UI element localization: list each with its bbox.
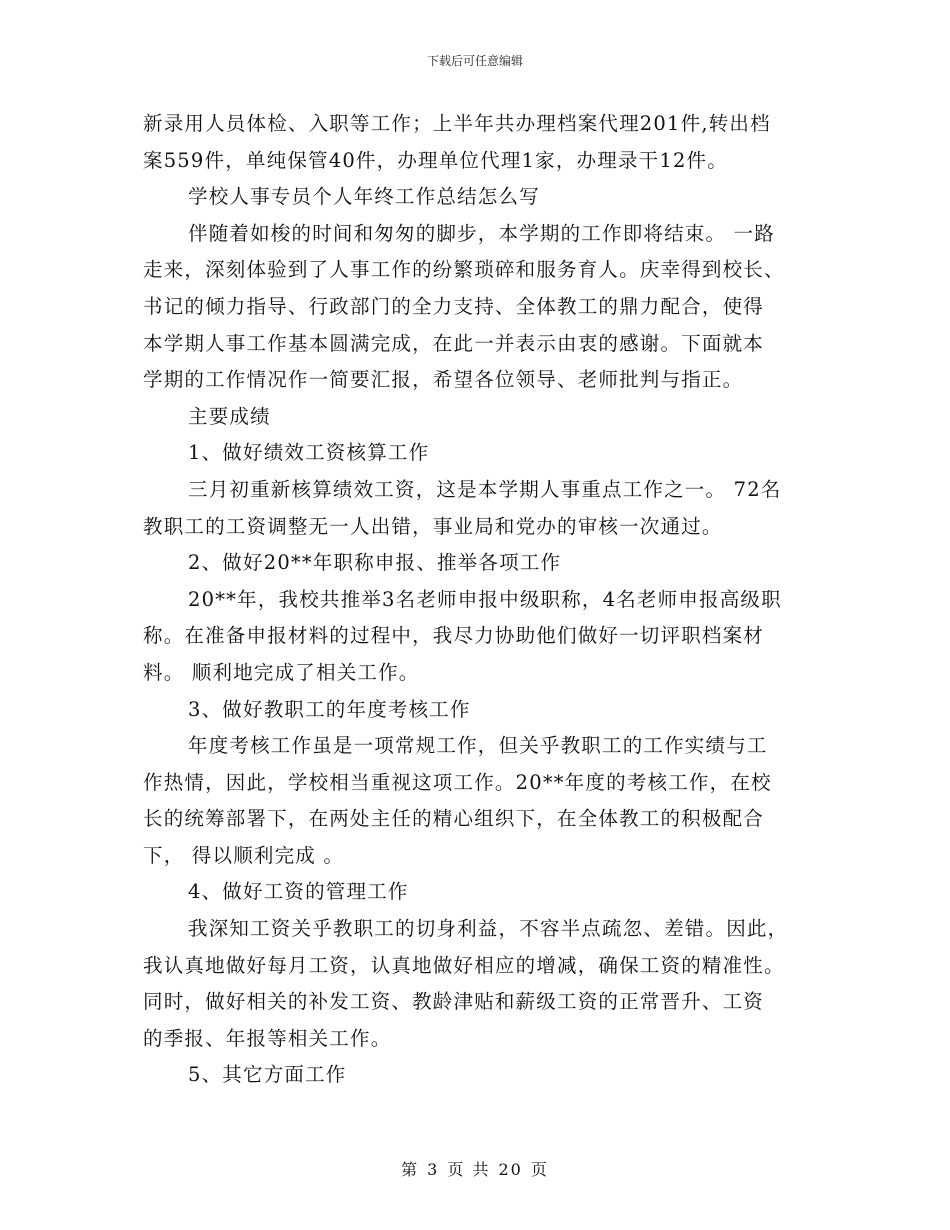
text-line: 作热情，因此，学校相当重视这项工作。20**年度的考核工作，在校 <box>143 770 772 794</box>
text-line: 4、做好工资的管理工作 <box>188 880 409 904</box>
text-line: 学期的工作情况作一简要汇报，希望各位领导、老师批判与指正。 <box>143 368 744 392</box>
text-line: 料。 顺利地完成了相关工作。 <box>143 660 420 684</box>
text-line: 我认真地做好每月工资，认真地做好相应的增减，确保工资的精准性。 <box>143 953 785 977</box>
text-line: 学校人事专员个人年终工作总结怎么写 <box>188 185 540 209</box>
text-line: 的季报、年报等相关工作。 <box>143 1026 392 1050</box>
footer-prefix: 第 <box>401 1160 420 1179</box>
document-body <box>143 106 813 1094</box>
text-line: 年度考核工作虽是一项常规工作，但关乎教职工的工作实绩与工 <box>188 734 768 758</box>
total-pages-number: 20 <box>498 1160 523 1179</box>
text-line: 伴随着如梭的时间和匆匆的脚步，本学期的工作即将结束。 一路 <box>188 221 775 245</box>
page-header: 下载后可任意编辑 <box>426 54 523 68</box>
text-line: 20**年，我校共推举3名老师申报中级职称，4名老师申报高级职 <box>188 587 782 611</box>
page-footer <box>0 1157 950 1180</box>
footer-middle: 页 共 <box>447 1160 491 1179</box>
current-page-number: 3 <box>427 1160 440 1179</box>
text-line: 走来，深刻体验到了人事工作的纷繁琐碎和服务育人。庆幸得到校长、 <box>143 258 785 282</box>
text-line: 我深知工资关乎教职工的切身利益，不容半点疏忽、差错。因此， <box>188 917 789 941</box>
text-line: 称。在准备申报材料的过程中，我尽力协助他们做好一切评职档案材 <box>143 624 765 648</box>
text-line: 本学期人事工作基本圆满完成，在此一并表示由衷的感谢。下面就本 <box>143 331 765 355</box>
text-line: 主要成绩 <box>188 404 271 428</box>
footer-suffix: 页 <box>530 1160 549 1179</box>
text-line: 教职工的工资调整无一人出错，事业局和党办的审核一次通过。 <box>143 514 723 538</box>
text-line: 书记的倾力指导、行政部门的全力支持、全体教工的鼎力配合，使得 <box>143 294 765 318</box>
text-line: 下， 得以顺利完成 。 <box>143 843 345 867</box>
text-line: 长的统筹部署下，在两处主任的精心组织下，在全体教工的积极配合 <box>143 807 765 831</box>
text-line: 新录用人员体检、入职等工作；上半年共办理档案代理201件,转出档 <box>143 112 771 135</box>
text-line: 3、做好教职工的年度考核工作 <box>188 697 471 721</box>
text-line: 5、其它方面工作 <box>188 1063 347 1087</box>
text-line: 案559件，单纯保管40件，办理单位代理1家，办理录干12件。 <box>143 148 728 172</box>
text-line: 同时，做好相关的补发工资、教龄津贴和薪级工资的正常晋升、工资 <box>143 990 765 1014</box>
text-line: 2、做好20**年职称申报、推举各项工作 <box>188 551 562 575</box>
text-line: 三月初重新核算绩效工资，这是本学期人事重点工作之一。 72名 <box>188 477 782 501</box>
text-line: 1、做好绩效工资核算工作 <box>188 441 430 465</box>
